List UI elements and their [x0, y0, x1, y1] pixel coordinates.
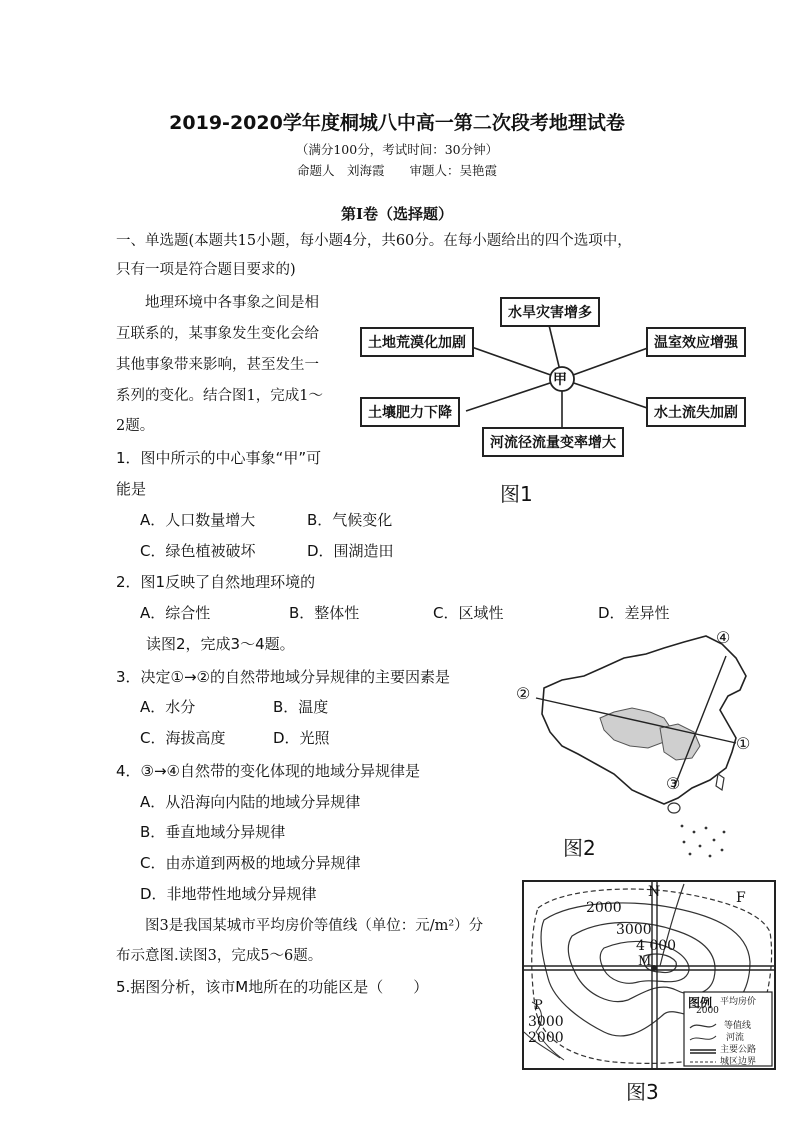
figure3-north: N	[648, 884, 661, 900]
setter-line: 命题人 刘海霞 审题人：吴艳霞	[296, 163, 497, 178]
passage3-line: 布示意图.读图3，完成5～6题。	[116, 948, 323, 964]
figure1-center: 甲	[553, 372, 567, 388]
q1-option-a[interactable]: A．人口数量增大	[140, 511, 256, 529]
passage1-line: 系列的变化。结合图1，完成1～	[116, 388, 323, 404]
score-line: （满分100分，考试时间：30分钟）	[295, 142, 499, 157]
figure3-contour-label: 3000	[616, 922, 652, 938]
q1-option-c[interactable]: C．绿色植被破坏	[140, 542, 256, 560]
figure2-marker-2: ②	[516, 684, 531, 703]
q4-option-a[interactable]: A．从沿海向内陆的地域分异规律	[140, 793, 361, 811]
question-2-stem: 2．图1反映了自然地理环境的	[116, 573, 316, 591]
instruction-line-1: 一、单选题(本题共15小题，每小题4分，共60分。在每小题给出的四个选项中，	[116, 233, 632, 249]
figure1-node: 土地荒漠化加剧	[360, 327, 474, 357]
figure1-node: 土壤肥力下降	[360, 397, 460, 427]
figure2-label: 图2	[563, 836, 596, 860]
section-title: 第Ⅰ卷（选择题）	[340, 205, 454, 223]
figure1-node: 水旱灾害增多	[500, 297, 600, 327]
q2-option-a[interactable]: A．综合性	[140, 604, 211, 622]
passage1-line: 地理环境中各事象之间是相	[145, 295, 319, 311]
figure2-marker-3: ③	[666, 774, 681, 793]
legend-road: 主要公路	[720, 1045, 757, 1055]
figure3-f: F	[736, 890, 746, 906]
legend-border: 城区边界	[720, 1057, 757, 1067]
figure3-contour-label: 3000	[528, 1014, 564, 1030]
figure1-node: 河流径流量变率增大	[482, 427, 624, 457]
passage1-line: 其他事象带来影响，甚至发生一	[116, 357, 319, 373]
figure1-diagram	[356, 293, 762, 461]
page-title: 2019-2020学年度桐城八中高一第二次段考地理试卷	[169, 112, 625, 134]
figure3-map	[522, 880, 776, 1070]
q1-option-b[interactable]: B．气候变化	[307, 511, 393, 529]
q3-option-c[interactable]: C．海拔高度	[140, 729, 226, 747]
q2-option-b[interactable]: B．整体性	[289, 604, 360, 622]
read-figure2: 读图2，完成3～4题。	[146, 635, 295, 653]
instruction-line-2: 只有一项是符合题目要求的)	[116, 262, 296, 278]
q3-option-a[interactable]: A．水分	[140, 698, 196, 716]
figure3-m: M	[638, 954, 652, 969]
figure2-marker-1: ①	[736, 734, 751, 753]
legend-contour-text: 等值线	[724, 1021, 752, 1031]
legend-contour-text: 平均房价	[720, 997, 757, 1007]
legend-contour-value: 2000	[696, 1006, 719, 1016]
question-1-stem: 1．图中所示的中心事象“甲”可	[116, 449, 322, 467]
question-3-stem: 3．决定①→②的自然带地域分异规律的主要因素是	[116, 668, 451, 686]
q4-option-d[interactable]: D．非地带性地域分异规律	[140, 885, 317, 903]
legend-title: 图例	[688, 996, 713, 1010]
passage1-line: 2题。	[116, 418, 155, 434]
q2-option-d[interactable]: D．差异性	[598, 604, 670, 622]
q4-option-c[interactable]: C．由赤道到两极的地域分异规律	[140, 854, 361, 872]
figure1-node: 温室效应增强	[646, 327, 746, 357]
figure2-map	[514, 628, 764, 866]
question-4-stem: 4．③→④自然带的变化体现的地域分异规律是	[116, 762, 421, 780]
q2-option-c[interactable]: C．区域性	[433, 604, 504, 622]
figure2-outline	[514, 628, 764, 866]
legend-river: 河流	[726, 1033, 745, 1043]
question-5-stem: 5.据图分析，该市M地所在的功能区是（ ）	[116, 978, 429, 996]
figure3-label: 图3	[626, 1080, 659, 1104]
passage3-line: 图3是我国某城市平均房价等值线（单位：元/m²）分	[145, 918, 484, 934]
passage1-line: 互联系的，某事象发生变化会给	[116, 326, 319, 342]
figure3-contour-label: 4 000	[636, 938, 677, 954]
figure1-node: 水土流失加剧	[646, 397, 746, 427]
question-1-stem: 能是	[116, 480, 147, 498]
q3-option-b[interactable]: B．温度	[273, 698, 329, 716]
figure3-contour-label: 2000	[586, 900, 622, 916]
figure3-contour-label: 2000	[528, 1030, 564, 1046]
q1-option-d[interactable]: D．围湖造田	[307, 542, 394, 560]
q4-option-b[interactable]: B．垂直地域分异规律	[140, 823, 286, 841]
figure1-label: 图1	[500, 482, 533, 506]
figure3-p: P	[534, 998, 543, 1013]
q3-option-d[interactable]: D．光照	[273, 729, 330, 747]
figure2-marker-4: ④	[716, 628, 731, 647]
